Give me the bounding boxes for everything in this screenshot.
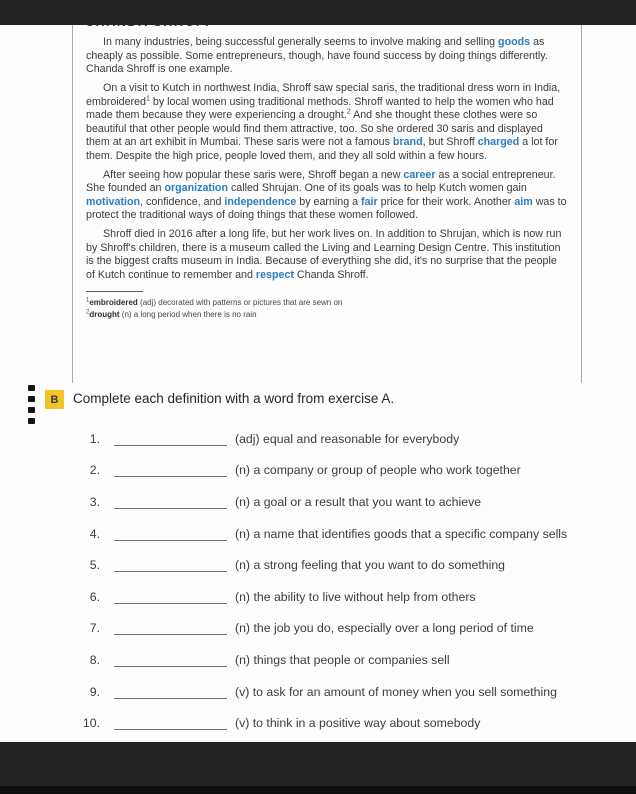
- answer-blank: [114, 590, 227, 604]
- definition-number: 2.: [89, 463, 100, 478]
- vocab-word: goods: [498, 36, 531, 48]
- definition-text: (n) a goal or a result that you want to achieve: [235, 494, 482, 509]
- definition-item: [0, 455, 636, 487]
- definition-item: [0, 486, 636, 518]
- passage-paragraph: [86, 228, 567, 282]
- bottom-dark-bar: [0, 742, 636, 794]
- passage-text: After seeing how popular these saris were, Shroff began a new: [103, 168, 404, 181]
- vocab-word: respect: [255, 268, 294, 281]
- passage-paragraph: [86, 169, 567, 223]
- definition-item: [0, 581, 636, 613]
- drag-handle-dots[interactable]: [28, 385, 35, 424]
- footnote-divider: [86, 291, 143, 292]
- vocab-word: independence: [224, 195, 297, 208]
- answer-blank: [114, 432, 227, 446]
- passage-text: as a social entrepreneur. She founded an: [86, 168, 556, 194]
- passage-text: And she thought these clothes were so beautiful that other people would find them attractive, too. So she ordered 30 saris and displayed them at an art exhibit in Mumbai. These saris were not a famous: [86, 109, 543, 148]
- definition-text: (n) a company or group of people who work together: [235, 463, 521, 478]
- definition-item: [0, 549, 636, 581]
- footnote: [86, 297, 567, 309]
- passage-paragraph: [86, 36, 567, 77]
- dot-icon: [28, 396, 35, 402]
- definition-number: 6.: [89, 589, 100, 604]
- passage-text: called Shrujan. One of its goals was to help Kutch women gain: [227, 182, 527, 194]
- dot-icon: [28, 385, 35, 391]
- reading-passage: [72, 25, 582, 383]
- footnote-marker: 2: [346, 108, 351, 116]
- passage-text: On a visit to Kutch in northwest India, Shroff saw special saris, the traditional dress worn in India, embroidered: [86, 82, 561, 108]
- definition-item: [0, 518, 636, 550]
- vocab-word: charged: [477, 136, 520, 148]
- passage-text: , but Shroff: [422, 136, 478, 148]
- answer-blank: [114, 653, 227, 667]
- definition-number: 5.: [89, 558, 100, 573]
- definition-item: [0, 707, 636, 739]
- footnotes: [86, 297, 567, 320]
- definition-number: 9.: [89, 684, 100, 699]
- passage-text: Shroff died in 2016 after a long life, but her work lives on. In addition to Shrujan, which is now run by Shroff's children, there is a museum called the Living and Learning Design Centre. This institution is the biggest crafts museum in India. Because of everything she did, it's no surprise that the people of Kutch continue to remember and: [86, 228, 562, 281]
- top-dark-bar: [0, 0, 636, 25]
- vocab-word: career: [403, 168, 436, 181]
- bottom-edge-strip: [0, 786, 636, 794]
- footnote-text: (n) a long period when there is no rain: [119, 309, 257, 319]
- passage-text: Chanda Shroff.: [293, 268, 369, 281]
- footnote-marker: 2: [86, 308, 90, 315]
- definition-text: (n) a strong feeling that you want to do something: [235, 558, 506, 573]
- definitions-list: [0, 423, 636, 739]
- footnote-term: drought: [89, 309, 120, 319]
- vocab-word: motivation: [86, 195, 141, 208]
- definition-text: (n) the ability to live without help from others: [235, 589, 476, 604]
- answer-blank: [114, 558, 227, 572]
- definition-text: (n) things that people or companies sell: [235, 652, 450, 667]
- definition-number: 8.: [89, 652, 100, 667]
- definition-text: (n) the job you do, especially over a long period of time: [235, 621, 534, 636]
- answer-blank: [114, 716, 227, 730]
- passage-text: a lot for them. Despite the high price, people loved them, and they all sold within a few hours.: [86, 136, 558, 162]
- footnote-marker: 1: [86, 297, 90, 304]
- definition-number: 4.: [89, 526, 100, 541]
- definition-number: 10.: [82, 716, 100, 731]
- definition-text: (adj) equal and reasonable for everybody: [235, 431, 460, 446]
- answer-blank: [114, 685, 227, 699]
- footnote-term: embroidered: [89, 298, 138, 307]
- dot-icon: [28, 418, 35, 424]
- definition-item: [0, 644, 636, 676]
- vocab-word: aim: [514, 195, 533, 208]
- vocab-word: organization: [164, 182, 228, 194]
- answer-blank: [114, 621, 227, 635]
- passage-text: by local women using traditional methods. Shroff wanted to help the women who had made them because they were experiencing a drought.: [86, 95, 554, 121]
- vocab-word: brand: [392, 136, 423, 148]
- clipped-heading: [85, 25, 305, 30]
- answer-blank: [114, 527, 227, 541]
- definition-item: [0, 423, 636, 455]
- footnote-text: (adj) decorated with patterns or pictures that are sewn on: [137, 298, 343, 307]
- passage-paragraph: [86, 82, 567, 163]
- exercise-b-instruction: Complete each definition with a word from exercise A.: [73, 391, 395, 406]
- passage-text: price for their work. Another: [377, 195, 515, 208]
- passage-paragraphs: [86, 36, 567, 282]
- vocab-word: fair: [361, 195, 378, 208]
- definition-text: (v) to ask for an amount of money when you sell something: [235, 684, 557, 699]
- definition-number: 7.: [89, 621, 100, 636]
- dot-icon: [28, 407, 35, 413]
- passage-text: In many industries, being successful generally seems to involve making and selling: [103, 36, 499, 48]
- passage-text: was to protect the traditional ways of doing things that these women followed.: [86, 195, 567, 221]
- definition-number: 1.: [89, 431, 100, 446]
- passage-text: by earning a: [296, 195, 362, 208]
- footnote-marker: 1: [146, 94, 150, 102]
- definition-item: [0, 676, 636, 708]
- definition-text: (n) a name that identifies goods that a specific company sells: [235, 526, 568, 541]
- definition-number: 3.: [89, 494, 100, 509]
- passage-text: as cheaply as possible. Some entrepreneurs, though, have found success by doing things differently. Chanda Shroff is one example.: [86, 36, 548, 75]
- answer-blank: [114, 463, 227, 477]
- exercise-b-badge: B: [45, 390, 64, 409]
- definition-text: (v) to think in a positive way about somebody: [235, 716, 481, 731]
- answer-blank: [114, 495, 227, 509]
- passage-text: , confidence, and: [140, 195, 225, 208]
- definition-item: [0, 613, 636, 645]
- footnote: [86, 309, 567, 321]
